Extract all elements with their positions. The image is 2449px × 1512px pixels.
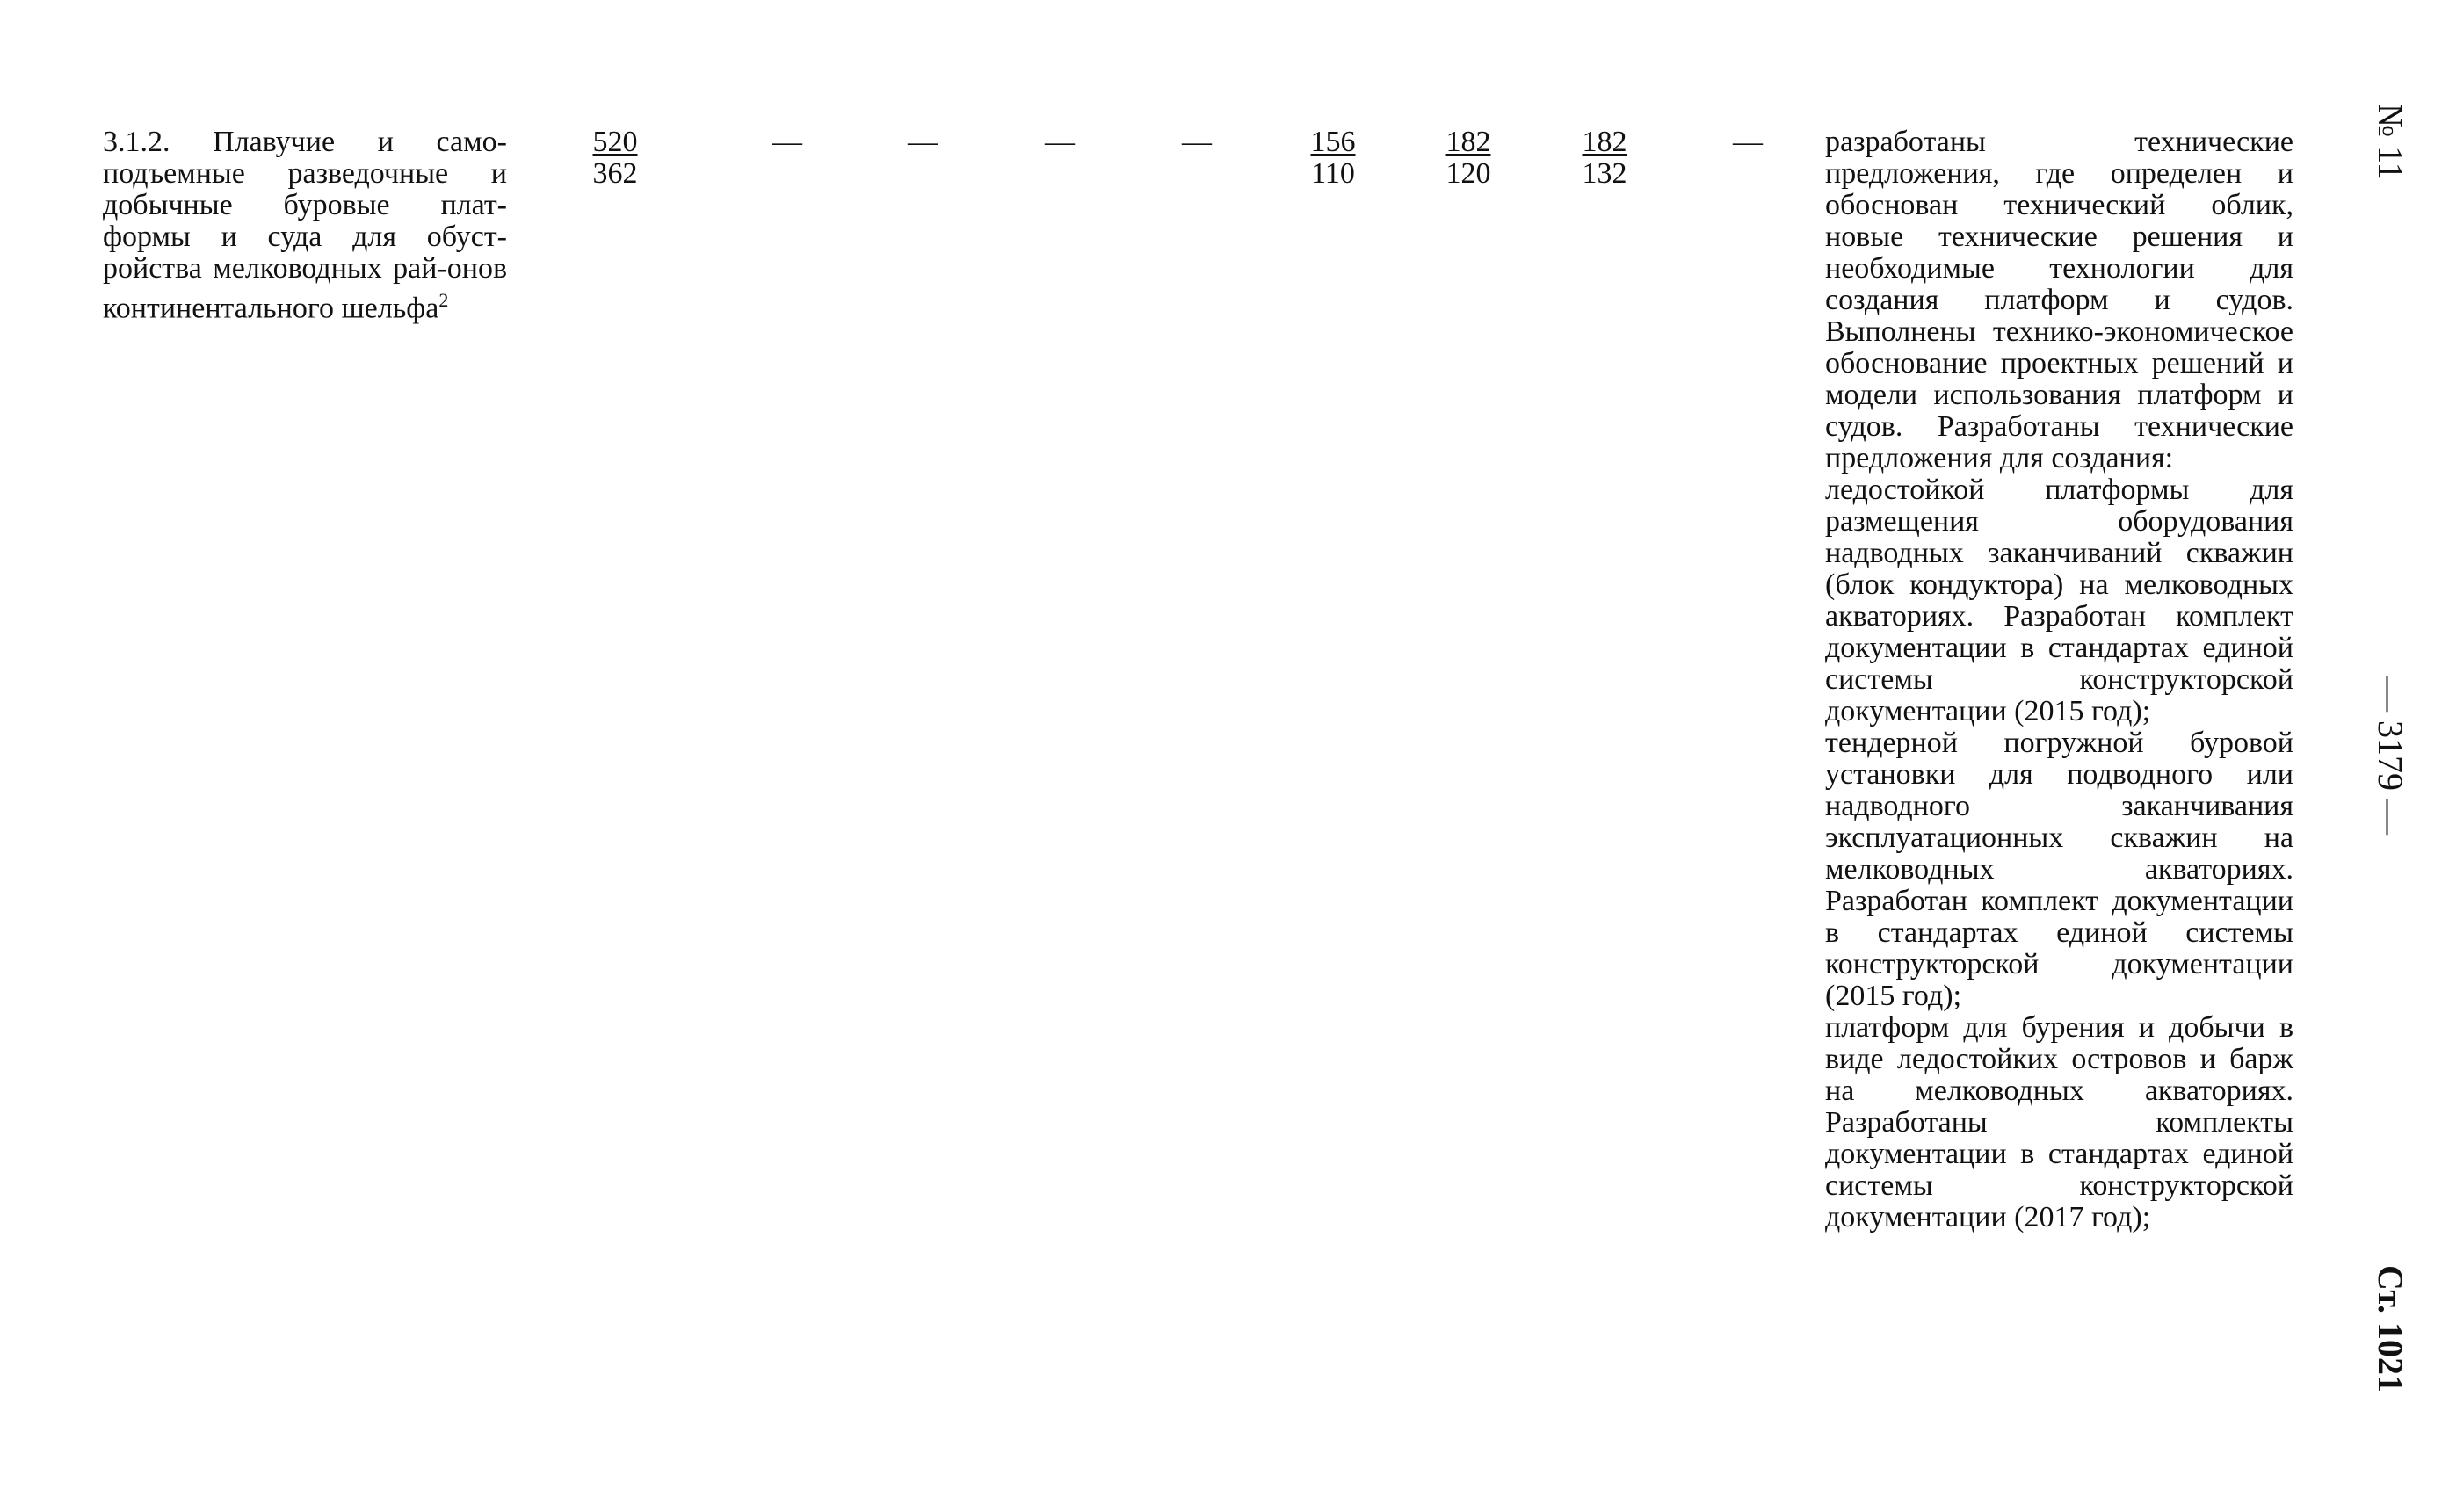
year-value-3 — [1569, 127, 1640, 190]
total-value — [580, 127, 650, 190]
total-numerator: 520 — [592, 126, 638, 158]
page-number: — 3179 — — [2371, 676, 2410, 835]
year-1-numerator: 156 — [1310, 126, 1356, 158]
year-2-denominator: 120 — [1445, 157, 1491, 190]
total-denominator: 362 — [592, 157, 638, 190]
empty-cell-5: — — [1733, 126, 1763, 158]
empty-cell-2: — — [908, 126, 938, 158]
year-value-1 — [1298, 127, 1368, 190]
year-3-denominator: 132 — [1582, 157, 1627, 190]
result-description — [1825, 127, 2293, 1233]
year-3-numerator: 182 — [1582, 126, 1627, 158]
issue-number: № 11 — [2371, 104, 2410, 180]
description-paragraph-3: тендерной погружной буровой установки для подводного или надводного заканчивания эксплуатационных скважин на мелководных акваториях. Разработан комплект документации в стандартах единой системы конструкторской документации (2015 год); — [1825, 727, 2293, 1012]
description-paragraph-2: ледостойкой платформы для размещения оборудования надводных заканчиваний скважин (блок кондуктора) на мелководных акваториях. Разработан комплект документации в стандартах единой системы конструкторской документации (2015 год); — [1825, 474, 2293, 727]
item-title — [103, 127, 507, 324]
year-1-denominator: 110 — [1311, 157, 1355, 190]
article-number: Ст. 1021 — [2371, 1265, 2410, 1393]
item-title-text: 3.1.2. Плавучие и само-подъемные разведочные и добычные буровые плат-формы и суда для обуст-ройства мелководных рай-онов континентального шельфа — [103, 126, 507, 325]
empty-cell-3: — — [1045, 126, 1075, 158]
description-paragraph-1: разработаны технические предложения, где определен и обоснован технический облик, новые технические решения и необходимые технологии для создания платформ и судов. Выполнены технико-экономическое обоснование проектных решений и модели использования платформ и судов. Разработаны технические предложения для создания: — [1825, 126, 2293, 474]
description-paragraph-4: платформ для бурения и добычи в виде ледостойких островов и барж на мелководных акваториях. Разработаны комплекты документации в стандартах единой системы конструкторской документации (2017 год); — [1825, 1011, 2293, 1233]
footnote-marker: 2 — [438, 289, 449, 311]
empty-cell-1: — — [772, 126, 802, 158]
empty-cell-4: — — [1182, 126, 1212, 158]
year-value-2 — [1433, 127, 1503, 190]
year-2-numerator: 182 — [1445, 126, 1491, 158]
